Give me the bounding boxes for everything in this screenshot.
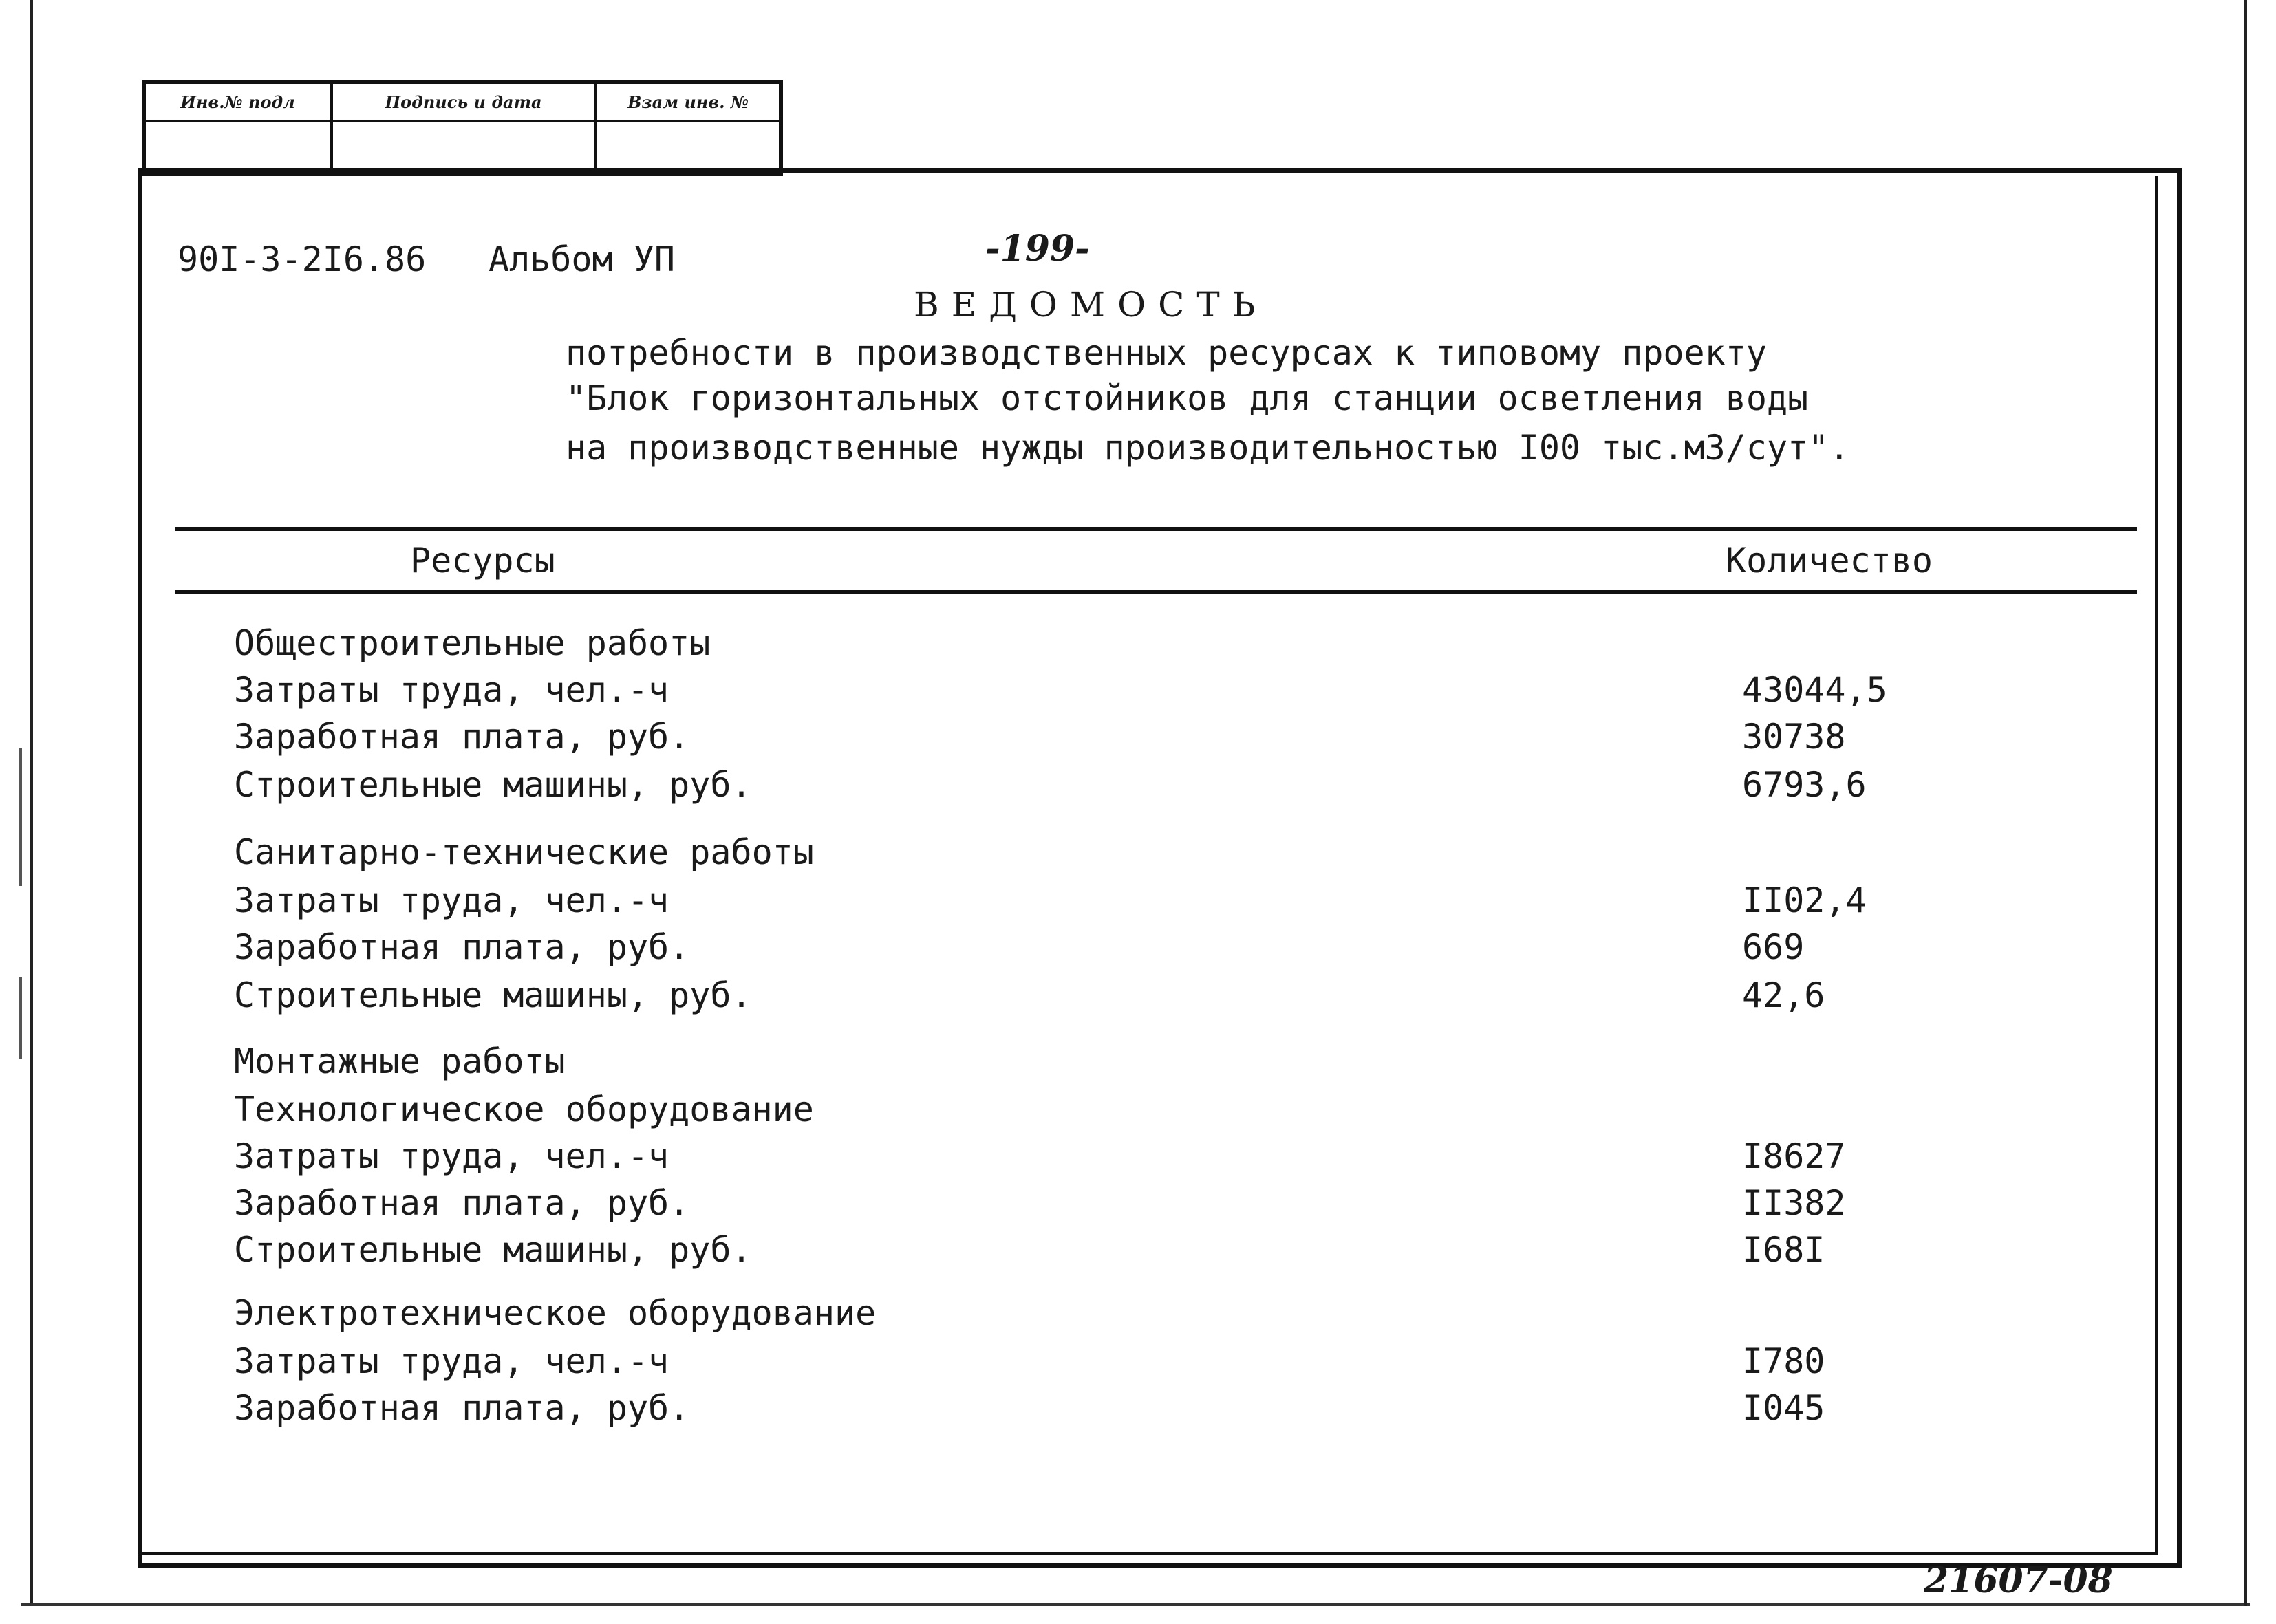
stamp-header-replacement-inventory: Взам инв. № bbox=[597, 84, 779, 122]
table-header-rule bbox=[175, 590, 2137, 594]
album-label: Альбом УП bbox=[489, 239, 675, 279]
row-label: Затраты труда, чел.-ч bbox=[234, 670, 669, 710]
row-value: II382 bbox=[1742, 1183, 1846, 1223]
subsection-label: Электротехническое оборудование bbox=[234, 1293, 877, 1333]
row-label: Строительные машины, руб. bbox=[234, 975, 752, 1015]
subtitle-line-3: на производственные нужды производительностью I00 тыс.м3/сут". bbox=[566, 428, 1850, 468]
page-number: -199- bbox=[985, 228, 1090, 270]
row-label: Заработная плата, руб. bbox=[234, 927, 690, 967]
row-value: 42,6 bbox=[1742, 975, 1825, 1015]
row-value: 669 bbox=[1742, 927, 1805, 967]
row-label: Затраты труда, чел.-ч bbox=[234, 1136, 669, 1176]
frame-inner-bottom-line bbox=[142, 1552, 2158, 1555]
table-top-rule bbox=[175, 527, 2137, 531]
stamp-cell-replacement-inventory bbox=[597, 122, 779, 172]
frame-inner-right-line bbox=[2155, 176, 2158, 1555]
stamp-cell-inventory bbox=[146, 122, 333, 172]
row-value: I8627 bbox=[1742, 1136, 1846, 1176]
section-label: Монтажные работы bbox=[234, 1041, 566, 1081]
section-label: Санитарно-технические работы bbox=[234, 832, 814, 872]
row-label: Заработная плата, руб. bbox=[234, 717, 690, 757]
row-value: I68I bbox=[1742, 1230, 1825, 1270]
page-margin-mark bbox=[19, 748, 22, 886]
stamp-header-inventory: Инв.№ подл bbox=[146, 84, 333, 122]
row-value: 6793,6 bbox=[1742, 765, 1867, 805]
row-label: Строительные машины, руб. bbox=[234, 1230, 752, 1270]
row-value: II02,4 bbox=[1742, 880, 1867, 920]
stamp-cell-signature-date bbox=[333, 122, 597, 172]
row-value: 30738 bbox=[1742, 717, 1846, 757]
row-label: Заработная плата, руб. bbox=[234, 1183, 690, 1223]
section-label: Общестроительные работы bbox=[234, 623, 711, 663]
row-label: Строительные машины, руб. bbox=[234, 765, 752, 805]
subtitle-line-1: потребности в производственных ресурсах к типовому проекту bbox=[566, 333, 1767, 373]
stamp-header-signature-date: Подпись и дата bbox=[333, 84, 597, 122]
document-code: 90I-3-2I6.86 bbox=[178, 239, 427, 279]
approval-stamp-table bbox=[142, 80, 783, 176]
row-value: I045 bbox=[1742, 1388, 1825, 1428]
page-binding-line-right bbox=[2244, 0, 2247, 1606]
column-header-quantity: Количество bbox=[1726, 541, 1933, 581]
page-margin-mark bbox=[19, 977, 22, 1059]
row-value: 43044,5 bbox=[1742, 670, 1887, 710]
row-label: Заработная плата, руб. bbox=[234, 1388, 690, 1428]
subtitle-line-2: "Блок горизонтальных отстойников для станции осветления воды bbox=[566, 378, 1809, 418]
column-header-resources: Ресурсы bbox=[410, 541, 555, 581]
document-title: ВЕДОМОСТЬ bbox=[914, 285, 1268, 325]
row-label: Затраты труда, чел.-ч bbox=[234, 1341, 669, 1381]
row-label: Затраты труда, чел.-ч bbox=[234, 880, 669, 920]
archive-number: 21607-08 bbox=[1924, 1559, 2113, 1601]
page-binding-line-bottom bbox=[21, 1603, 2250, 1606]
page-binding-line-left bbox=[30, 0, 33, 1603]
row-value: I780 bbox=[1742, 1341, 1825, 1381]
subsection-label: Технологическое оборудование bbox=[234, 1090, 814, 1129]
